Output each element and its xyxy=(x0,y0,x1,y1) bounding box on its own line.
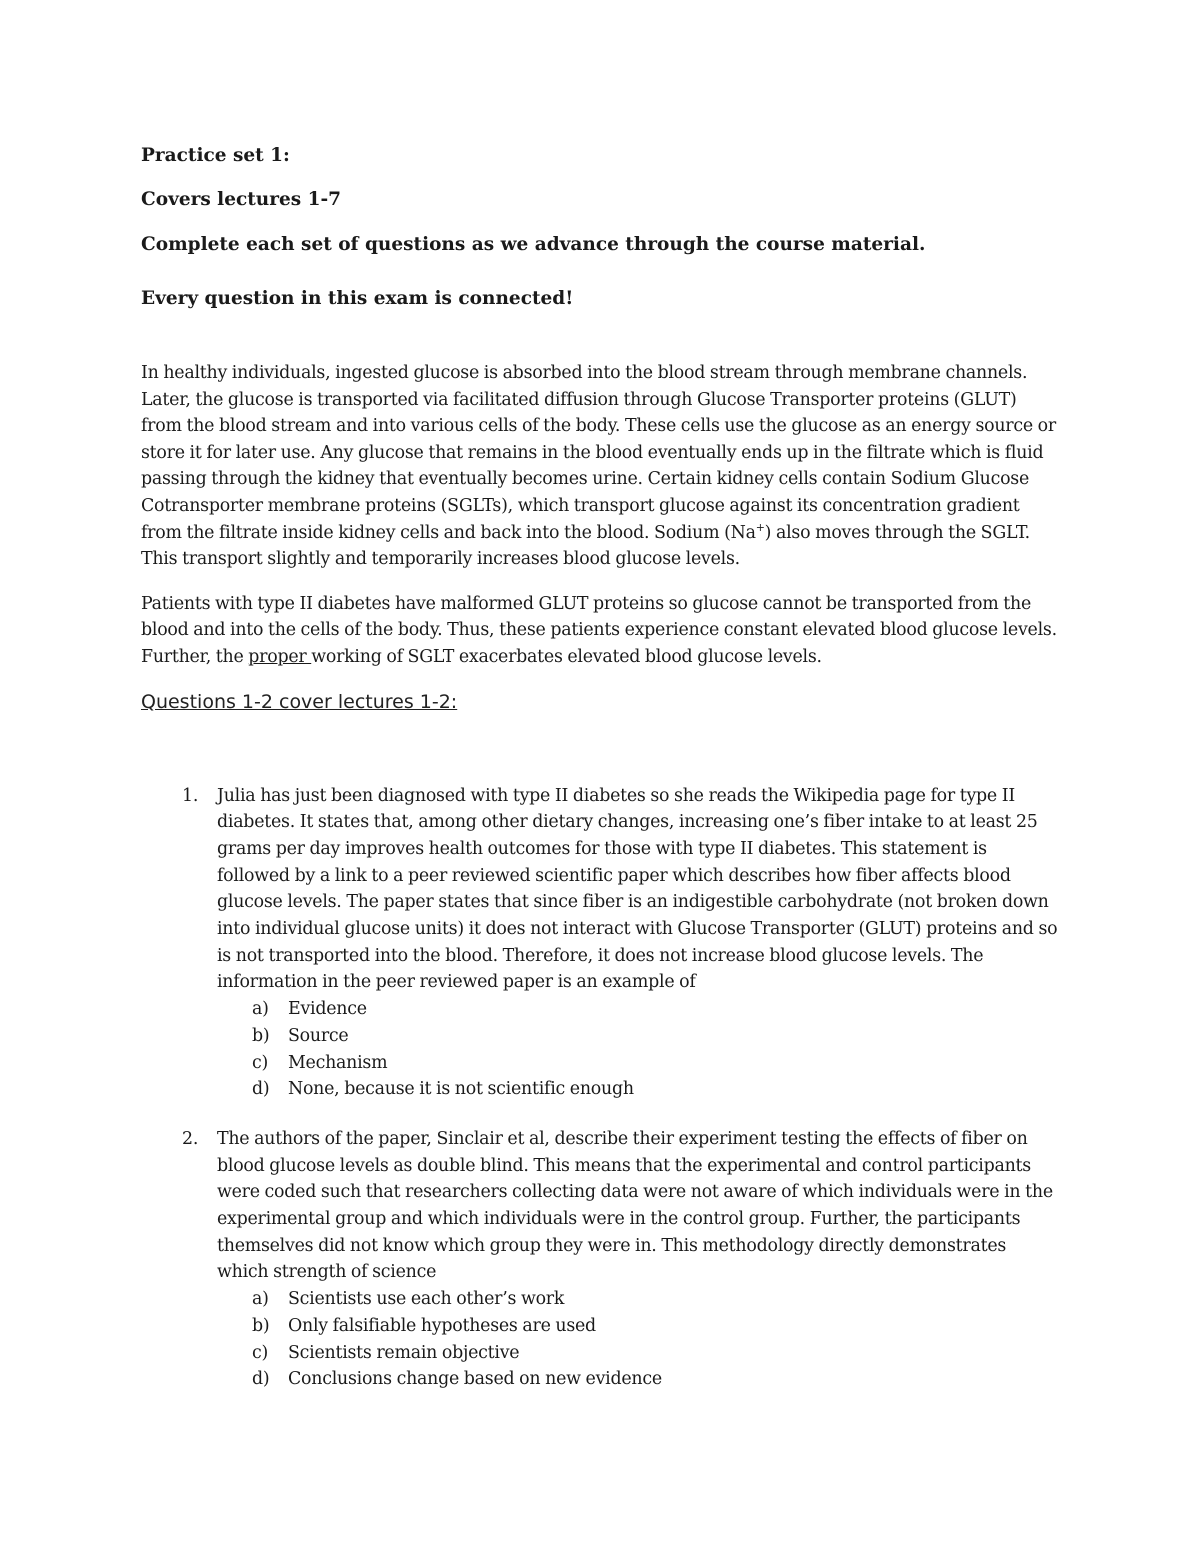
question-number: 2. xyxy=(182,1128,199,1149)
option-letter: c) xyxy=(252,1342,269,1363)
instructions-heading: Complete each set of questions as we advance through the course material. xyxy=(141,234,926,255)
section-title: Questions 1-2 cover lectures 1-2: xyxy=(141,690,458,713)
answer-option[interactable] xyxy=(217,1076,1061,1103)
option-letter: d) xyxy=(252,1369,270,1390)
answer-options xyxy=(217,1286,1061,1393)
option-text: None, because it is not scientific enough xyxy=(288,1079,634,1100)
practice-set-title: Practice set 1: xyxy=(141,145,290,166)
option-text: Source xyxy=(288,1025,349,1046)
question-text: Julia has just been diagnosed with type II diabetes so she reads the Wikipedia page for type II diabetes. It states that, among other dietary changes, increasing one’s fiber intake to at least 25 grams per day improves health outcomes for those with type II diabetes. This statement is followed by a link to a peer reviewed scientific paper which describes how fiber affects blood glucose levels. The paper states that since fiber is an indigestible carbohydrate (not broken down into individual glucose units) it does not interact with Glucose Transporter (GLUT) proteins and so is not transported into the blood. Therefore, it does not increase blood glucose levels. The information in the peer reviewed paper is an example of xyxy=(217,785,1058,993)
question-text: The authors of the paper, Sinclair et al, describe their experiment testing the effects of fiber on blood glucose levels as double blind. This means that the experimental and control participants were coded such that researchers collecting data were not aware of which individuals were in the experimental group and which individuals were in the control group. Further, the participants themselves did not know which group they were in. This methodology directly demonstrates which strength of science xyxy=(217,1128,1053,1283)
answer-option[interactable] xyxy=(217,1286,1061,1313)
option-letter: c) xyxy=(252,1052,269,1073)
option-letter: b) xyxy=(252,1315,270,1336)
answer-option[interactable] xyxy=(217,996,1061,1023)
option-letter: b) xyxy=(252,1025,270,1046)
question-number: 1. xyxy=(182,785,199,806)
intro-p1-text-b: ) also moves through the SGLT. This transport slightly and temporarily increases blood glucose levels. xyxy=(141,522,1030,570)
intro-p2-text-a: Patients with type II diabetes have malformed GLUT proteins so glucose cannot be transported from the blood and into the cells of the body. Thus, these patients experience constant elevated blood glucose levels. Further, the xyxy=(141,593,1057,667)
answer-option[interactable] xyxy=(217,1313,1061,1340)
intro-paragraph-diabetes xyxy=(141,591,1061,671)
intro-p2-text-b: working of SGLT exacerbates elevated blood glucose levels. xyxy=(311,646,822,667)
connected-note-heading: Every question in this exam is connected! xyxy=(141,288,574,309)
option-text: Scientists use each other’s work xyxy=(288,1289,565,1310)
document-page xyxy=(141,138,1061,1393)
covers-lectures-heading: Covers lectures 1-7 xyxy=(141,189,342,210)
answer-option[interactable] xyxy=(217,1023,1061,1050)
option-text: Evidence xyxy=(288,999,367,1020)
question-1 xyxy=(141,783,1061,1103)
option-text: Scientists remain objective xyxy=(288,1342,520,1363)
answer-options xyxy=(217,996,1061,1103)
option-letter: a) xyxy=(252,1289,269,1310)
option-letter: a) xyxy=(252,999,269,1020)
intro-paragraph-glucose xyxy=(141,360,1061,573)
answer-option[interactable] xyxy=(217,1366,1061,1393)
intro-p1-superscript: + xyxy=(755,520,765,534)
option-text: Conclusions change based on new evidence xyxy=(288,1369,662,1390)
option-letter: d) xyxy=(252,1079,270,1100)
option-text: Only falsifiable hypotheses are used xyxy=(288,1315,596,1336)
option-text: Mechanism xyxy=(288,1052,388,1073)
answer-option[interactable] xyxy=(217,1050,1061,1077)
question-2 xyxy=(141,1126,1061,1393)
intro-p1-text-a: In healthy individuals, ingested glucose is absorbed into the blood stream through membrane channels. Later, the glucose is transported via facilitated diffusion through Glucose Transporter proteins (GLUT) from the blood stream and into various cells of the body. These cells use the glucose as an energy source or store it for later use. Any glucose that remains in the blood eventually ends up in the filtrate which is fluid passing through the kidney that eventually becomes urine. Certain kidney cells contain Sodium Glucose Cotransporter membrane proteins (SGLTs), which transport glucose against its concentration gradient from the filtrate inside kidney cells and back into the blood. Sodium (Na xyxy=(141,363,1056,543)
answer-option[interactable] xyxy=(217,1340,1061,1367)
intro-p2-underlined-word: proper xyxy=(248,646,312,667)
